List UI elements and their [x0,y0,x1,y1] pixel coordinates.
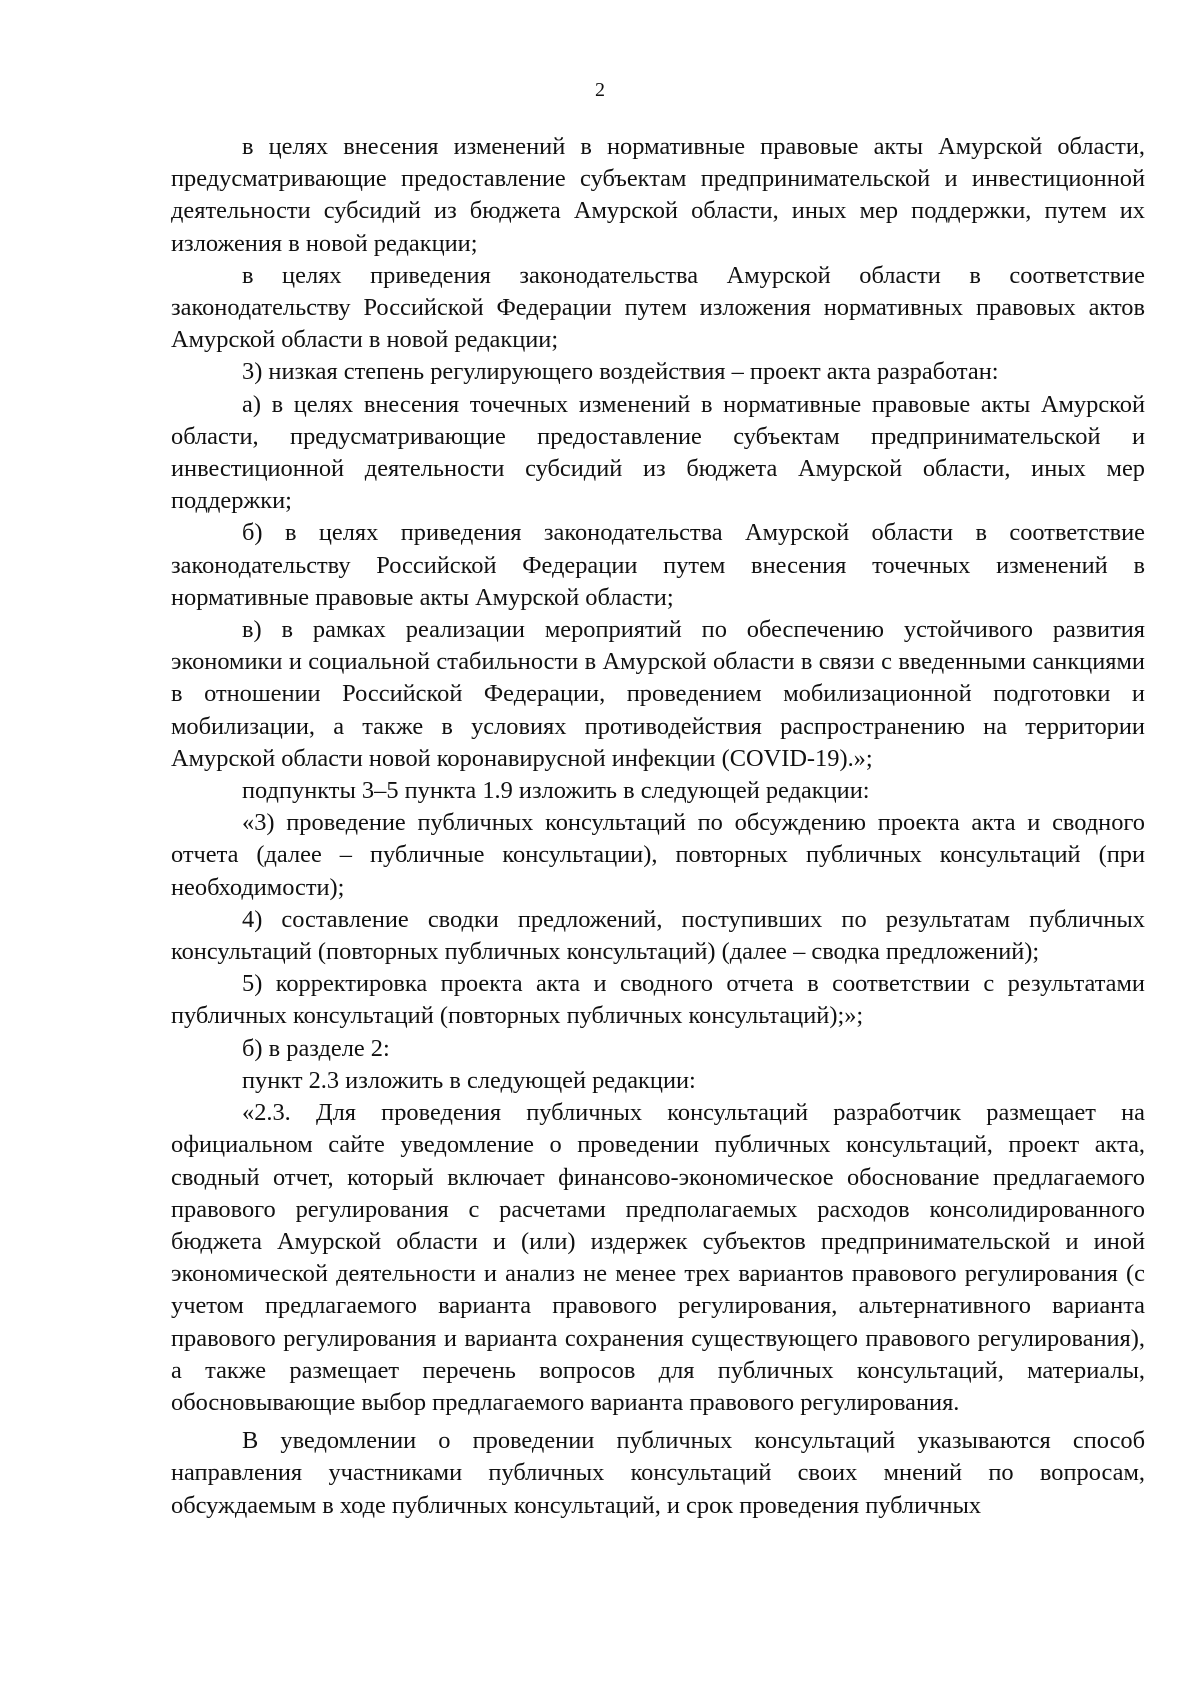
paragraph: подпункты 3–5 пункта 1.9 изложить в следующей редакции: [242,777,870,805]
paragraph: пункт 2.3 изложить в следующей редакции: [242,1066,696,1094]
paragraph: в) в рамках реализации мероприятий по обеспечению устойчивого развития экономики и социальной стабильности в Амурской области в связи с введенными санкциями в отношении Российской Федерации, проведением мобилизационной подготовки и мобилизации, а также в условиях противодействия распространению на территории Амурской области новой коронавирусной инфекции (COVID-19).»; [171,616,1145,772]
paragraph: а) в целях внесения точечных изменений в нормативные правовые акты Амурской области, предусматривающие предоставление субъектам предпринимательской и инвестиционной деятельности субсидий из бюджета Амурской области, иных мер поддержки; [171,390,1145,515]
paragraph: «3) проведение публичных консультаций по обсуждению проекта акта и сводного отчета (далее – публичные консультации), повторных публичных консультаций (при необходимости); [171,809,1145,901]
paragraph: 3) низкая степень регулирующего воздействия – проект акта разработан: [242,358,999,386]
paragraph: в целях внесения изменений в нормативные правовые акты Амурской области, предусматривающие предоставление субъектам предпринимательской и инвестиционной деятельности субсидий из бюджета Амурской области, иных мер поддержки, путем их изложения в новой редакции; [171,133,1145,257]
paragraph: В уведомлении о проведении публичных консультаций указываются способ направления участниками публичных консультаций своих мнений по вопросам, обсуждаемым в ходе публичных консультаций, и срок проведения публичных [171,1427,1145,1519]
paragraph: 4) составление сводки предложений, поступивших по результатам публичных консультаций (повторных публичных консультаций) (далее – сводка предложений); [171,905,1145,966]
paragraph: «2.3. Для проведения публичных консультаций разработчик размещает на официальном сайте уведомление о проведении публичных консультаций, проект акта, сводный отчет, который включает финансово-экономическое обоснование предлагаемого правового регулирования с расчетами предполагаемых расходов консолидированного бюджета Амурской области и (или) издержек субъектов предпринимательской и иной экономической деятельности и анализ не менее трех вариантов правового регулирования (с учетом предлагаемого варианта правового регулирования, альтернативного варианта правового регулирования и варианта сохранения существующего правового регулирования), а также размещает перечень вопросов для публичных консультаций, материалы, обосновывающие выбор предлагаемого варианта правового регулирования. [171,1099,1145,1416]
paragraph: б) в целях приведения законодательства Амурской области в соответствие законодательству Российской Федерации путем внесения точечных изменений в нормативные правовые акты Амурской области; [171,519,1145,611]
paragraph: в целях приведения законодательства Амурской области в соответствие законодательству Российской Федерации путем изложения нормативных правовых актов Амурской области в новой редакции; [171,261,1145,354]
document-body [171,131,1145,1522]
paragraph: 5) корректировка проекта акта и сводного отчета в соответствии с результатами публичных консультаций (повторных публичных консультаций);»; [171,970,1145,1030]
paragraph: б) в разделе 2: [242,1034,390,1062]
page-number: 2 [595,79,605,101]
